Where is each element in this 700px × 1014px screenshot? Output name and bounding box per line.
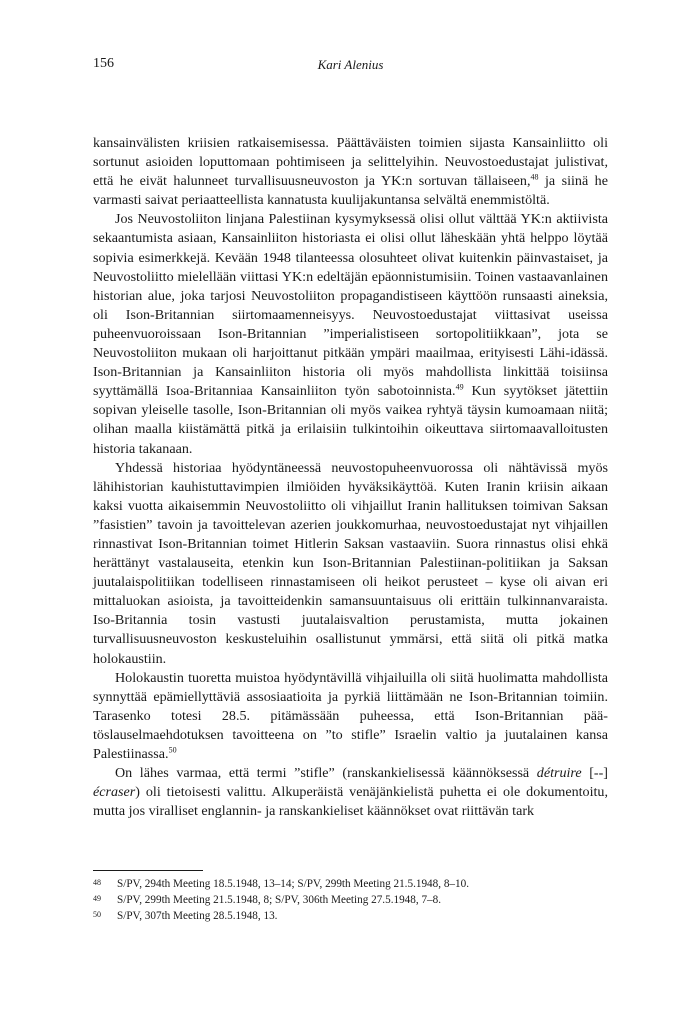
body-paragraph xyxy=(93,669,608,764)
text-run: Kun syytökset jätettiin sopivan yleiselle tasolle, Ison-Britannian oli myös vaikea ryhtyä täysin kumoamaan niitä; olihan maalla kiistämättä pitkä ja erilaisiin tulkintoihin oikeuttava siirtomaavalloitusten historia takanaan. xyxy=(93,383,608,457)
page-header xyxy=(93,56,608,76)
footnote-text: S/PV, 294th Meeting 18.5.1948, 13–14; S/PV, 299th Meeting 21.5.1948, 8–10. xyxy=(117,878,470,890)
footnote-separator xyxy=(93,870,203,871)
page-number: 156 xyxy=(93,56,114,71)
footnote-text: S/PV, 299th Meeting 21.5.1948, 8; S/PV, 306th Meeting 27.5.1948, 7–8. xyxy=(117,894,442,906)
footnote xyxy=(93,876,608,892)
text-run: Jos Neuvostoliiton linjana Palestiinan kysymyksessä olisi ollut välttää YK:n aktiivista sekaantumista asiaan, Kansainliiton historiasta ei olisi ollut läheskään yhtä helppo löytää sopivia esimerkkejä. Kevään 1948 tilanteessa olosuhteet olivat kuitenkin päinvastaiset, ja Neuvostoliitto mielellään viittasi YK:n edeltäjän epäonnistumisiin. Toinen vastaavanlainen historian alue, joka tarjosi Neuvostoliiton propagandistiseen käyttöön runsaasti aineksia, oli Ison-Britannian siirtomaamenneisyys. Neuvostoedustajat viittasivat useissa puheenvuoroissaan Ison-Britannian ”imperialistiseen sortopolitiikkaan”, jota se Neuvostoliiton mukaan oli harjoittanut pitkään ympäri maailmaa, erityisesti Lähi-idässä. Ison-Britannian ja Kansainliiton historia oli myös mahdollista linkittää toisiinsa syyttämällä Isoa-Britanniaa Kansainliiton työn sabotoinnista. xyxy=(93,211,608,400)
italic-term: écraser xyxy=(93,784,136,801)
footnotes xyxy=(93,876,608,924)
footnote xyxy=(93,908,608,924)
text-run: On lähes varmaa, että termi ”stifle” (ranskankielisessä käännöksessä xyxy=(115,765,537,782)
text-run: [--] xyxy=(581,765,608,782)
footnote-reference: 50 xyxy=(168,745,177,755)
footnote-reference: 49 xyxy=(455,382,464,392)
text-run: ja siinä he varmasti saivat periaatteellista kannatusta kuulijakuntansa selvältä enemmistöltä. xyxy=(93,173,608,209)
footnote-number: 48 xyxy=(93,878,101,887)
body-paragraph xyxy=(93,764,608,821)
body-paragraph xyxy=(93,459,608,669)
footnote-reference: 48 xyxy=(530,172,539,182)
footnote xyxy=(93,892,608,908)
body-paragraph xyxy=(93,134,608,210)
italic-term: détruire xyxy=(536,765,582,782)
running-title: Kari Alenius xyxy=(317,57,384,72)
text-run: ) oli tietoisesti valittu. Alkuperäistä venäjänkielistä puhetta ei ole dokumentoitu, mutta jos viralliset englannin- ja ranskankieliset käännökset ovat riittävän tark xyxy=(93,784,608,820)
text-run: kansainvälisten kriisien ratkaisemisessa. Päättäväisten toimien sijasta Kansainliitto oli sortunut asioiden loputtomaan pohtimiseen ja selittelyihin. Neuvostoedustajat julistivat, että he eivät halunneet turvallisuusneuvoston ja YK:n sortuvan tällaiseen, xyxy=(93,135,608,190)
footnote-number: 49 xyxy=(93,894,101,903)
body-text xyxy=(93,134,608,821)
body-paragraph xyxy=(93,210,608,458)
footnote-number: 50 xyxy=(93,910,101,919)
text-run: Yhdessä historiaa hyödyntäneessä neuvostopuheenvuorossa oli nähtävissä myös lähihistorian kauhistuttavimpien ilmiöiden hyväksikäyttöä. Kuten Iranin kriisin aikaan kaksi vuotta aikaisemmin Neuvostoliitto oli vihjaillut Iranin hallituksen toimivan Saksan ”fasistien” tavoin ja tavoittelevan azerien joukkomurhaa, neuvostoedustajat nyt vihjaillen rinnastivat Ison-Britannian toimet Hitlerin Saksan vastaaviin. Suora rinnastus olisi ehkä herättänyt vastalauseita, etenkin kun Ison-Britannian Palestiinan-politiikan ja Saksan juutalaispolitiikan todelliseen rinnastamiseen oli heikot perusteet – kyse oli aivan eri mittaluokan asioista, ja tavoitteidenkin samansuuntaisuus oli erittäin tulkinnanvaraista. Iso-Britannia tosin vastusti juutalaisvaltion perustamista, mutta jokainen turvallisuusneuvoston keskusteluihin osallistunut ymmärsi, että siitä oli pitkä matka holokaustiin. xyxy=(93,459,608,667)
footnote-text: S/PV, 307th Meeting 28.5.1948, 13. xyxy=(117,910,278,922)
text-run: Holokaustin tuoretta muistoa hyödyntävillä vihjailuilla oli siitä huolimatta mahdollista synnyttää epämiellyttäviä assosiaatioita ja pyrkiä liittämään ne Ison-Britannian toimiin. Tarasenko totesi 28.5. pitämässään puheessa, että Ison-Britannian päätöslauselmaehdotuksen tavoitteena on ”to stifle” Israelin valtio ja juutalainen kansa Palestiinassa. xyxy=(93,669,608,762)
